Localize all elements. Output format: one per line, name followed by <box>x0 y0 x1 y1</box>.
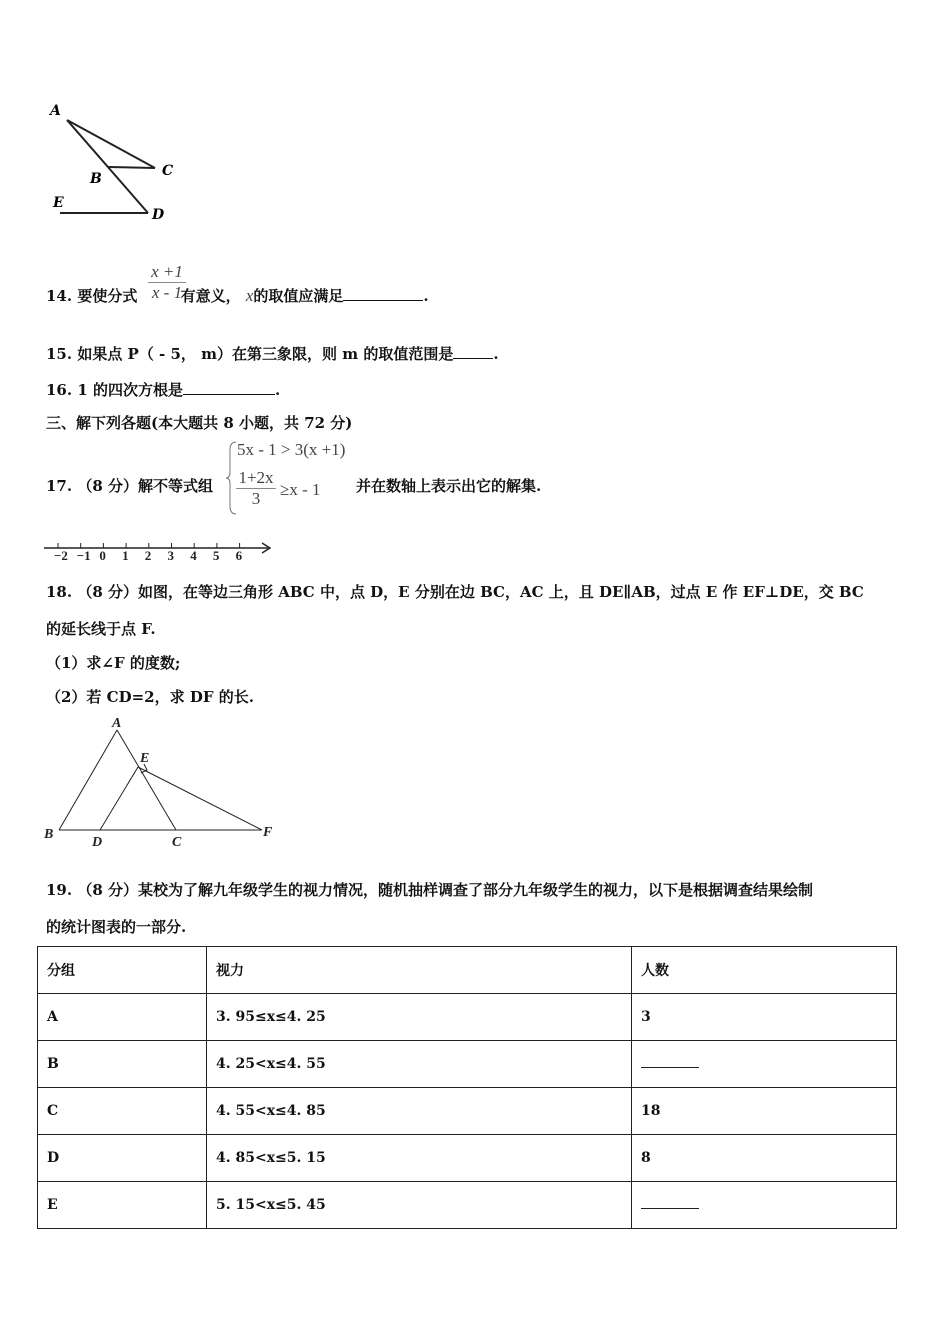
table-header-row <box>38 947 897 994</box>
fraction-denominator: x - 1 <box>151 283 183 302</box>
cell-vision: 4. 85<x≤5. 15 <box>207 1135 632 1182</box>
cell-vision: 4. 25<x≤4. 55 <box>207 1041 632 1088</box>
label-d: D <box>92 835 103 850</box>
axis-tick-label: 1 <box>122 548 129 563</box>
q14-fraction <box>148 262 186 303</box>
label-b: B <box>90 171 102 187</box>
q18-part2: （2）若 CD=2，求 DF 的长. <box>46 688 254 706</box>
vision-table <box>37 946 897 1229</box>
q16-end: . <box>274 381 281 399</box>
axis-tick-label: 3 <box>167 548 174 563</box>
question-14 <box>46 285 429 306</box>
figure-triangle-abcde <box>40 95 190 230</box>
cell-count <box>632 1182 897 1229</box>
q18-line1: 18. （8 分）如图，在等边三角形 ABC 中，点 D，E 分别在边 BC，AC 上，且 DE∥AB，过点 E 作 EF⊥DE，交 BC <box>46 583 864 601</box>
q17-prefix: 17. （8 分）解不等式组 <box>46 477 213 495</box>
number-line <box>44 538 279 564</box>
fraction-numerator: x +1 <box>148 262 186 283</box>
header-vision: 视力 <box>207 947 632 994</box>
q14-end: . <box>423 287 429 305</box>
axis-tick-label: 0 <box>99 548 106 563</box>
q17-suffix: 并在数轴上表示出它的解集. <box>356 477 542 495</box>
q15-end: . <box>493 345 499 363</box>
section-heading: 三、解下列各题(本大题共 8 小题，共 72 分) <box>46 414 353 432</box>
cell-group: D <box>38 1135 207 1182</box>
axis-tick-label: −1 <box>76 548 91 563</box>
cell-count: 8 <box>632 1135 897 1182</box>
axis-tick-label: −2 <box>54 548 68 563</box>
axis-tick-label: 4 <box>190 548 197 563</box>
label-c: C <box>162 163 174 179</box>
label-f: F <box>263 825 273 840</box>
table-row <box>38 994 897 1041</box>
question-16 <box>46 379 280 400</box>
cell-count: 18 <box>632 1088 897 1135</box>
q14-pre: 要使分式 <box>77 287 138 305</box>
q19-line2: 的统计图表的一部分. <box>46 918 187 936</box>
table-row <box>38 1088 897 1135</box>
figure-triangle-abc-ef <box>40 712 280 852</box>
q14-answer-blank[interactable] <box>343 286 423 301</box>
cell-count <box>632 1041 897 1088</box>
table-row <box>38 1182 897 1229</box>
label-e: E <box>53 195 64 211</box>
q14-number: 14. <box>46 287 73 305</box>
cell-group: A <box>38 994 207 1041</box>
inequality-2-rhs: ≥x - 1 <box>280 480 321 499</box>
q19-line1: 19. （8 分）某校为了解九年级学生的视力情况，随机抽样调查了部分九年级学生的视力，以下是根据调查结果绘制 <box>46 881 813 899</box>
cell-vision: 3. 95≤x≤4. 25 <box>207 994 632 1041</box>
q14-mid: 有意义， <box>180 287 241 305</box>
q18-part1: （1）求∠F 的度数; <box>46 654 181 672</box>
q16-text: 16. 1 的四次方根是 <box>46 381 183 399</box>
q15-text: 15. 如果点 P（ - 5， m）在第三象限，则 m 的取值范围是 <box>46 345 454 363</box>
q14-post: 的取值应满足 <box>253 287 344 305</box>
fraction-numerator: 1+2x <box>236 468 276 489</box>
table-row <box>38 1041 897 1088</box>
axis-tick-label: 6 <box>235 548 243 563</box>
cell-group: E <box>38 1182 207 1229</box>
cell-group: C <box>38 1088 207 1135</box>
axis-tick-label: 2 <box>144 548 152 563</box>
q15-answer-blank[interactable] <box>453 344 493 359</box>
label-e: E <box>140 751 150 766</box>
fraction-denominator: 3 <box>251 489 261 508</box>
inequality-2-fraction <box>236 468 276 509</box>
cell-vision: 5. 15<x≤5. 45 <box>207 1182 632 1229</box>
cell-count: 3 <box>632 994 897 1041</box>
question-15 <box>46 343 499 364</box>
q14-var: x <box>245 286 254 305</box>
label-a: A <box>50 103 61 119</box>
header-group: 分组 <box>38 947 207 994</box>
label-c: C <box>172 835 182 850</box>
q16-answer-blank[interactable] <box>183 380 275 395</box>
cell-vision: 4. 55<x≤4. 85 <box>207 1088 632 1135</box>
table-row <box>38 1135 897 1182</box>
cell-group: B <box>38 1041 207 1088</box>
label-d: D <box>152 207 165 223</box>
answer-blank[interactable] <box>641 1198 699 1209</box>
label-b: B <box>44 827 54 842</box>
answer-blank[interactable] <box>641 1057 699 1068</box>
header-count: 人数 <box>632 947 897 994</box>
inequality-1: 5x - 1 > 3(x +1) <box>237 440 346 459</box>
q18-line2: 的延长线于点 F. <box>46 620 156 638</box>
label-a: A <box>112 716 122 731</box>
axis-tick-label: 5 <box>212 548 220 563</box>
